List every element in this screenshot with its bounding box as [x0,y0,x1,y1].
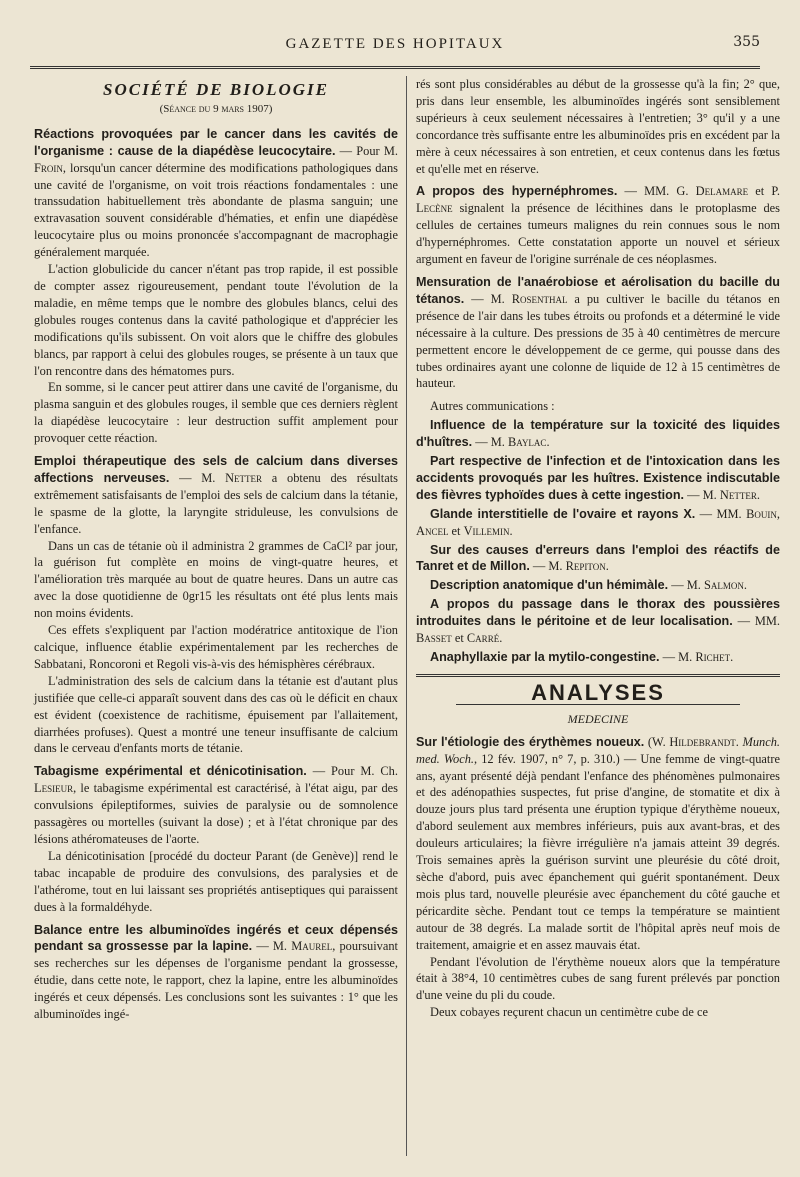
communication-item: Description anatomique d'un hémimàle. — M. Salmon. [430,578,747,593]
article-title: Emploi thérapeutique des sels de calcium dans diverses affections nerveuses. [34,454,398,485]
paragraph: Ces effets s'expliquent par l'action modératrice antitoxique de l'ion calcique, influence établie expérimentalement par les recherches de Sabbatani, Roncoroni et Regoli vis-à-vis des hémisphères cérébraux. [34,623,398,671]
rubric-medecine: MEDECINE [567,711,629,726]
author-name: Lesieur [34,781,74,796]
communication-item: A propos du passage dans le thorax des poussières introduites dans le péritoine et de leur localisation. — MM. Basset et Carré. [416,597,780,646]
article-title: Mensuration de l'anaérobiose et aérolisation du bacille du tétanos. [416,274,780,306]
paragraph: Deux cobayes reçurent chacun un centimètre cube de ce [430,1005,708,1020]
author-name: Basset [416,631,452,646]
header-double-rule [30,66,760,69]
author-name: Rosenthal [511,291,568,306]
author-name: Delamare [695,184,749,199]
author-name: Richet [695,650,731,664]
paragraph: L'action globulicide du cancer n'étant pas trop rapide, il est possible de compter assez rigoureusement, pendant toute l'évolution de la maladie, en même temps que le nombre des globules blancs, celui des globules rouges contenus dans la cavité pathologique et d'apprécier les modifications qu'ils subissent. On voit alors que le chiffre des globules blancs, par rapport à celui des globules rouges, se présente à un taux que l'on rencontre dans des hématomes purs. [34,262,398,378]
article-tabagisme: Tabagisme expérimental et dénicotinisation. — Pour M. Ch. Lesieur, le tabagisme expérimental est caractérisé, à l'état aigu, par des convulsions épileptiformes, suivies de paralysie ou de somnolence passagères ou mortelles (suivant la dose) ; et à l'état chronique par des lésions athéromateuses de l'aorte. [34,764,398,846]
journal-reference: Munch. med. Woch. [416,734,781,766]
author-name: Carré [466,631,500,646]
article-title: Sur l'étiologie des érythèmes noueux. [416,734,645,749]
author-name: Netter [719,487,757,502]
author-name: Baylac [508,435,547,450]
article-calcium: Emploi thérapeutique des sels de calcium dans diverses affections nerveuses. — M. Netter a obtenu des résultats extrêmement satisfaisants de l'emploi des sels de calcium dans la tétanie, le spasme de la glotte, la laryngite striduleuse, les convulsions de l'enfance. [34,454,398,536]
author-name: Hildebrandt [669,734,736,749]
article-tetanos: Mensuration de l'anaérobiose et aérolisation du bacille du tétanos. — M. Rosenthal a pu cultiver le bacille du tétanos en présence de l'air dans les tubes étroits ou profonds et a déterminé le vide nécessaire à la culture. Des pressions de 35 à 40 centimètres de mercure permettent encore le développement de ce germe, qui pousse dans des tubes ordinaires ayant une colonne de liquide de 12 à 15 centimètres de hauteur. [416,274,780,391]
section-title: SOCIÉTÉ DE BIOLOGIE [103,80,329,99]
communication-item: Glande interstitielle de l'ovaire et rayons X. — MM. Bouin, Ancel et Villemin. [416,506,780,538]
article-title: Tabagisme expérimental et dénicotinisation. [34,764,307,779]
paragraph: En somme, si le cancer peut attirer dans une cavité de l'organisme, du plasma sanguin et des globules rouges, il semble que ces derniers règlent la diapédèse leucocytaire : leur destruction suffit amplement pour provoquer cette réaction. [34,380,398,446]
paragraph: Pendant l'évolution de l'érythème noueux alors que la température était à 38°4, 10 centimètres cubes de sang furent prélevés par ponction d'une veine du pli du coude. [416,954,780,1003]
communication-item: Influence de la température sur la toxicité des liquides d'huîtres. — M. Baylac. [416,418,780,450]
right-column [416,76,780,1021]
paragraph: L'administration des sels de calcium dans la tétanie est d'autant plus justifiée que celle-ci apparaît souvent dans des cas où le déficit en chaux est évident (coexistence de rachitisme, épuisement par l'allaitement, diarrhées profuses). Quest a montré une teneur insuffisante de calcium dans le cerveau d'enfants morts de tétanie. [34,673,398,756]
analyses-heading: ANALYSES [531,679,665,705]
section-double-rule [416,674,780,677]
article-albuminoides: Balance entre les albuminoïdes ingérés et ceux dépensés pendant sa grossesse par la lapine. — M. Maurel, poursuivant ses recherches sur les dépenses de l'organisme pendant la grossesse, étudie, dans cette note, le rapport, chez la lapine, entre les albuminoïdes ingérés et ceux dépensés. Les conclusions sont les suivantes : 1° que les albuminoïdes ingé- [34,922,398,1022]
page-header [30,36,760,58]
communication-item: Sur des causes d'erreurs dans l'emploi des réactifs de Tanret et de Millon. — M. Repiton. [416,542,780,574]
paragraph: Dans un cas de tétanie où il administra 2 grammes de CaCl² par jour, la guérison fut complète en moins de vingt-quatre heures, et l'amélioration très marquée au bout de quatre heures. Dans un autre cas avec la dose quotidienne de 0gr15 les résultats ont été plus lents mais non moins évidents. [34,538,398,621]
left-column [34,76,398,1023]
author-name: Froin [34,160,63,175]
author-name: Salmon [703,578,744,593]
communication-item: Part respective de l'infection et de l'intoxication dans les accidents provoqués par les huîtres. Existence indiscutable des fièvres typhoïdes dues à cette ingestion. — M. Netter. [416,454,780,502]
running-title: GAZETTE DES HOPITAUX [285,36,505,52]
article-hypernephromes: A propos des hypernéphromes. — MM. G. Delamare et P. Lecène signalent la présence de lécithines dans le protoplasme des cellules de certaines tumeurs malignes du rein connues sous le nom d'hypernéphromes. Cette constatation apporte un nouvel et sérieux argument en faveur de l'origine surrénale de ces néoplasmes. [416,184,780,267]
author-name: Lecène [416,201,453,216]
paragraph: La dénicotinisation [procédé du docteur Parant (de Genève)] rend le tabac incapable de produire des convulsions, des paralysies et de l'athérome, tout en lui laissant ses propriétés antiseptiques qui paraissent dues à la formaldéhyde. [34,848,398,914]
communication-item: Anaphyllaxie par la mytilo-congestine. — M. Richet. [430,650,734,664]
author-name: Netter [225,470,263,485]
author-name: Bouin [746,506,777,521]
author-name: Villemin [463,523,510,538]
session-date: (Séance du 9 mars 1907) [159,102,273,115]
article-title: Balance entre les albuminoïdes ingérés et ceux dépensés pendant sa grossesse par la lapine. [34,922,398,954]
author-name: Repiton [565,559,606,574]
author-name: Maurel [291,939,333,954]
page-number: 355 [733,34,760,50]
paragraph: rés sont plus considérables au début de la grossesse qu'à la fin; 2° que, pris dans leur ensemble, les albuminoïdes ingérés sont sensiblement supérieurs à ceux seulement nécessaires à l'entretien; 3° qu'il y a une concordance très suffisante entre les albuminoïdes pris en excédent par la mère à ceux nécessaires à son entretien, et ceux contenus dans les fœtus et qu'elle met en réserve. [416,77,780,176]
other-communications-label: Autres communications : [430,399,555,414]
analysis-erythemes: Sur l'étiologie des érythèmes noueux. (W. Hildebrandt. Munch. med. Woch., 12 fév. 1907, n° 7, p. 310.) — Une femme de vingt-quatre ans, ayant présenté déjà pendant l'enfance des phénomènes pulmonaires et des adénopathies suspectes, fut prise d'angine, de stomatite et dix à douze jours plus tard présenta une éruption typique d'érythème noueux, d'abord seulement aux membres inférieurs, puis aux avant-bras, et des douleurs articulaires; la fièvre irrégulière n'a jamais atteint 39 degrés. Trois semaines après la guérison survint une pleurésie du côté droit, sèche d'abord, puis avec épanchement qui guérit spontanément. Deux mois plus tard, nouvelle pleurésie avec épanchement du côté gauche et péricardite sèche. Pendant tout ce temps la température se maintient autour de 38 degrés. La malade sortit de l'hôpital après neuf mois de traitement, amaigrie et en assez mauvais état. [416,734,781,952]
article-cancer: Réactions provoquées par le cancer dans les cavités de l'organisme : cause de la diapédèse leucocytaire. — Pour M. Froin, lorsqu'un cancer détermine des modifications pathologiques dans une cavité de l'organisme, on voit trois réactions fondamentales : une transsudation habituellement très abondante de plasma sanguin; une extravasation souvent considérable d'hématies, et enfin une diapédèse leucocytaire plus ou moins prononcée s'accompagnant de macrophagie généralement marquée. [34,126,398,260]
author-name: Ancel [416,523,449,538]
column-divider [406,76,407,1156]
article-title: A propos des hypernéphromes. [416,184,618,199]
article-title: Réactions provoquées par le cancer dans les cavités de l'organisme : cause de la diapédèse leucocytaire. [34,126,398,158]
